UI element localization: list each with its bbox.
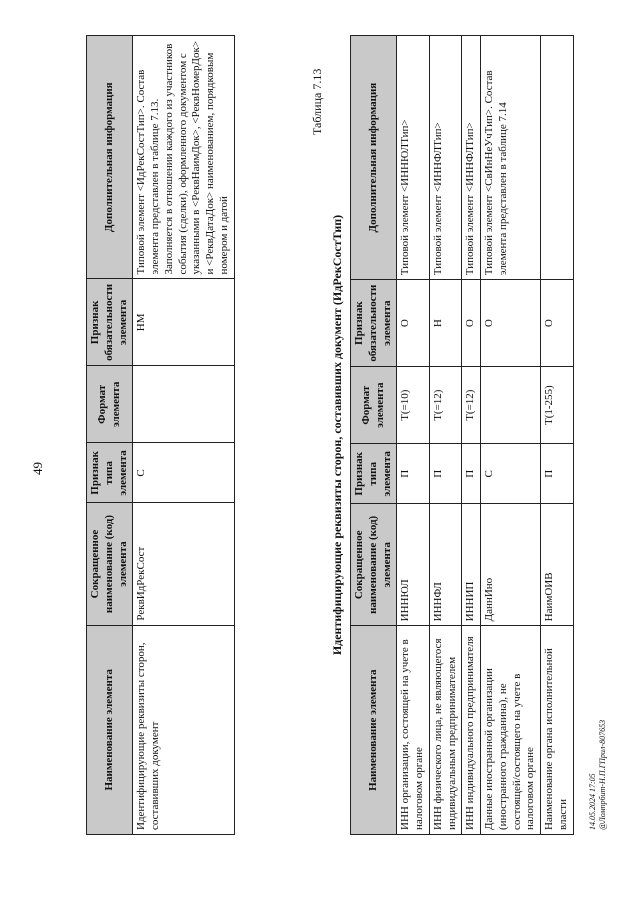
- cell-name: Наименование органа исполнительной власти: [541, 626, 574, 835]
- header-format: Формат элемента: [87, 366, 133, 443]
- cell-info: Типовой элемент <ИННЮЛТип>: [397, 36, 430, 280]
- cell-format: T(=12): [429, 367, 462, 444]
- elements-table-top: [86, 35, 235, 835]
- table-row: [397, 36, 430, 835]
- cell-type: П: [462, 444, 481, 504]
- cell-type: П: [397, 444, 430, 504]
- header-required: Признак обязательности элемента: [351, 280, 397, 367]
- table-label: Таблица 7.13: [310, 68, 324, 135]
- cell-required: О: [462, 280, 481, 367]
- table-row: [133, 36, 234, 835]
- cell-short: РеквИдРекСост: [133, 503, 234, 625]
- header-name: Наименование элемента: [87, 625, 133, 834]
- cell-name: ИНН физического лица, не являющегося индивидуальным предпринимателем: [429, 626, 462, 835]
- cell-short: НаимОИВ: [541, 504, 574, 626]
- elements-table-bottom: [350, 35, 574, 835]
- cell-type: П: [541, 444, 574, 504]
- header-required: Признак обязательности элемента: [87, 279, 133, 366]
- header-type: Признак типа элемента: [87, 443, 133, 503]
- header-short: Сокращенное наименование (код) элемента: [87, 503, 133, 625]
- cell-required: О: [481, 280, 541, 367]
- table-heading: Идентифицирующие реквизиты сторон, составивших документ (ИдРекСостТип): [330, 214, 344, 656]
- table-row: [481, 36, 541, 835]
- footer-timestamp: 14.05.2024 17:05: [588, 773, 597, 830]
- footer-reference: @Ломпрбит-Н.П.ГПрил-807653: [597, 719, 607, 830]
- cell-short: ДаннИно: [481, 504, 541, 626]
- cell-type: С: [133, 443, 234, 503]
- cell-name: Данные иностранной организации (иностранного гражданина), не состоящей/состоящего на учете в налоговом органе: [481, 626, 541, 835]
- cell-short: ИННИП: [462, 504, 481, 626]
- cell-info: Типовой элемент <ИННФЛТип>: [429, 36, 462, 280]
- table-header-row: [351, 36, 397, 835]
- cell-info: [541, 36, 574, 280]
- cell-type: С: [481, 444, 541, 504]
- header-info: Дополнительная информация: [87, 36, 133, 279]
- cell-required: НМ: [133, 279, 234, 366]
- cell-name: ИНН организации, состоящей на учете в налоговом органе: [397, 626, 430, 835]
- page-number: 49: [30, 462, 45, 475]
- header-info: Дополнительная информация: [351, 36, 397, 280]
- table-row: [429, 36, 462, 835]
- table-row: [462, 36, 481, 835]
- cell-short: ИННФЛ: [429, 504, 462, 626]
- cell-format: T(=10): [397, 367, 430, 444]
- cell-required: О: [397, 280, 430, 367]
- cell-format: T(1-255): [541, 367, 574, 444]
- cell-info: Типовой элемент <ИдРекСостТип>. Состав элемента представлен в таблице 7.13. Заполняется в отношении каждого из участников события (сделки), оформленного документом с указанными в <РеквНаимДок>, <РеквНомерДок> и <РеквДатаДок> наименованием, порядковым номером и датой: [133, 36, 234, 279]
- header-short: Сокращенное наименование (код) элемента: [351, 504, 397, 626]
- cell-info: Типовой элемент <СвИнНеУчТип>. Состав элемента представлен в таблице 7.14: [481, 36, 541, 280]
- cell-type: П: [429, 444, 462, 504]
- cell-name: Идентифицирующие реквизиты сторон, составивших документ: [133, 625, 234, 834]
- cell-required: Н: [429, 280, 462, 367]
- header-format: Формат элемента: [351, 367, 397, 444]
- cell-format: T(=12): [462, 367, 481, 444]
- table-header-row: [87, 36, 133, 835]
- table-row: [541, 36, 574, 835]
- cell-name: ИНН индивидуального предпринимателя: [462, 626, 481, 835]
- cell-format: [481, 367, 541, 444]
- document-footer: [588, 720, 607, 830]
- header-name: Наименование элемента: [351, 626, 397, 835]
- cell-short: ИННЮЛ: [397, 504, 430, 626]
- cell-format: [133, 366, 234, 443]
- header-type: Признак типа элемента: [351, 444, 397, 504]
- cell-info: Типовой элемент <ИННФЛТип>: [462, 36, 481, 280]
- cell-required: О: [541, 280, 574, 367]
